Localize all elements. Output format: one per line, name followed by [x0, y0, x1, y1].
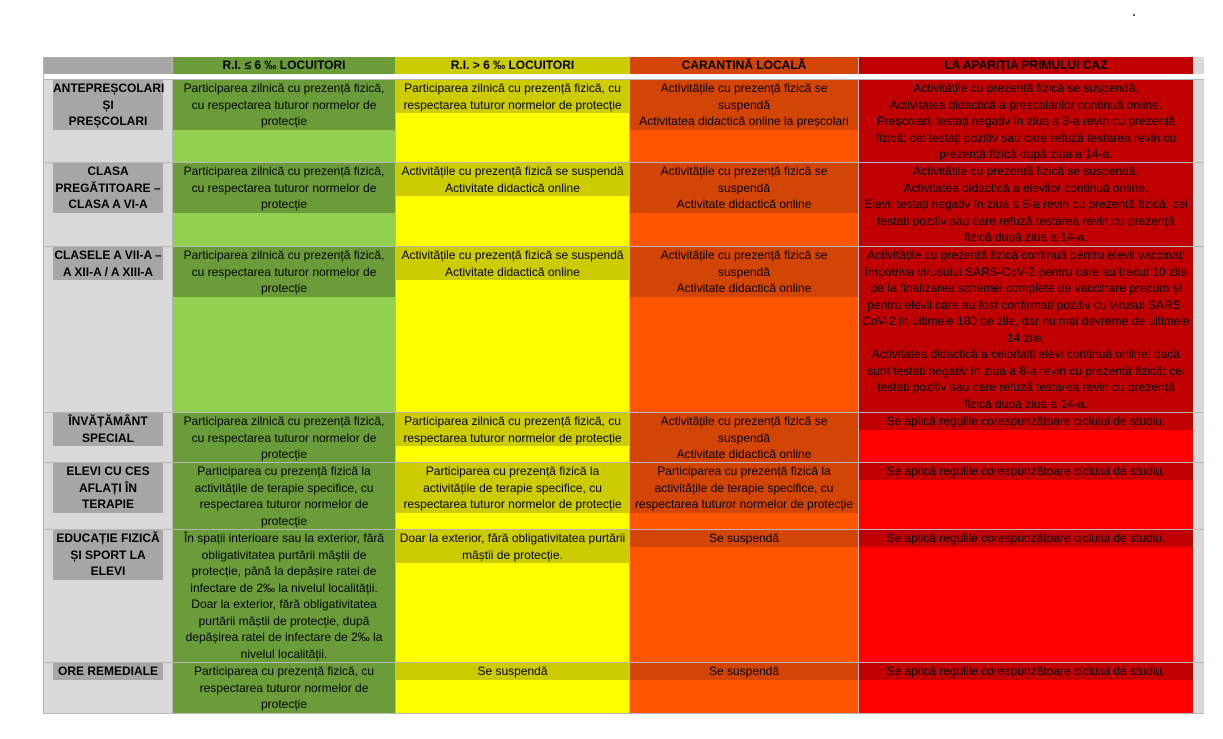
category-label: ORE REMEDIALE: [53, 663, 163, 680]
category-cell: [44, 247, 172, 412]
header-corner: [44, 57, 172, 74]
header-level4: LA APARIȚIA PRIMULUI CAZ: [858, 57, 1193, 74]
level1-cell: Participarea zilnică cu prezență fizică, cu respectarea tuturor normelor de protecție: [172, 247, 395, 412]
row-margin: [1193, 163, 1204, 246]
category-label: ELEVI CU CES AFLAȚI ÎN TERAPIE: [53, 463, 163, 513]
category-label: EDUCAȚIE FIZICĂ ȘI SPORT LA ELEVI: [53, 530, 163, 580]
level4-cell: Se aplică regulile corespunzătoare ciclului de studiu.: [858, 663, 1193, 713]
level2-cell: Participarea cu prezență fizică la activitățile de terapie specifice, cu respectarea tuturor normelor de protecție: [395, 463, 629, 529]
header-margin: [1193, 57, 1204, 74]
row-margin: [1193, 413, 1204, 462]
level4-cell: Se aplică regulile corespunzătoare ciclului de studiu.: [858, 413, 1193, 462]
table-row: [44, 462, 1204, 529]
row-margin: [1193, 663, 1204, 713]
category-cell: [44, 413, 172, 462]
level1-cell: Participarea cu prezență fizică la activitățile de terapie specifice, cu respectarea tuturor normelor de protecție: [172, 463, 395, 529]
level3-cell: Se suspendă: [629, 530, 858, 662]
table-row: [44, 529, 1204, 662]
level1-cell: În spații interioare sau la exterior, fără obligativitatea purtării măștii de protecție, până la depășire ratei de infectare de 2‰ la nivelul localității. Doar la exterior, fără obligativitatea purtării măștii de protecție, după depășirea ratei de infectare de 2‰ la nivelul localității.: [172, 530, 395, 662]
table-row: [44, 246, 1204, 412]
level4-cell: Se aplică regulile corespunzătoare ciclului de studiu.: [858, 530, 1193, 662]
category-cell: [44, 463, 172, 529]
level2-cell: Doar la exterior, fără obligativitatea purtării măștii de protecție.: [395, 530, 629, 662]
table-row: [44, 412, 1204, 462]
table-row: [44, 662, 1204, 713]
level4-cell: Se aplică regulile corespunzătoare ciclului de studiu.: [858, 463, 1193, 529]
level2-cell: Activitățile cu prezență fizică se suspendă Activitate didactică online: [395, 247, 629, 412]
restrictions-table: [43, 57, 1204, 714]
level4-cell: Activitățile cu prezență fizică se suspendă. Activitatea didactică a elevilor continuă online. Elevii testați negativ în ziua a 8-a revin cu prezență fizică; cei testați pozitiv sau care refuză testarea revin cu prezență fizică după ziua a 14-a.: [858, 163, 1193, 246]
level4-cell: Activitățile cu prezență fizică se suspendă. Activitatea didactică a preșcolarilor continuă online. Preșcolarii testați negativ în ziua a 8-a revin cu prezență fizică; cei testați pozitiv sau care refuză testarea revin cu prezență fizică după ziua a 14-a.: [858, 80, 1193, 162]
header-level3: CARANTINĂ LOCALĂ: [629, 57, 858, 74]
stray-dot: [1133, 14, 1135, 16]
level2-cell: Se suspendă: [395, 663, 629, 713]
category-cell: [44, 80, 172, 162]
table-row: [44, 79, 1204, 162]
level3-cell: Activitățile cu prezență fizică se suspendă Activitatea didactică online la preșcolari: [629, 80, 858, 162]
level1-cell: Participarea cu prezență fizică, cu respectarea tuturor normelor de protecție: [172, 663, 395, 713]
level1-cell: Participarea zilnică cu prezență fizică, cu respectarea tuturor normelor de protecție: [172, 163, 395, 246]
level3-cell: Activitățile cu prezență fizică se suspendă Activitate didactică online: [629, 163, 858, 246]
header-level2: R.I. > 6 ‰ LOCUITORI: [395, 57, 629, 74]
level2-cell: Activitățile cu prezență fizică se suspendă Activitate didactică online: [395, 163, 629, 246]
level3-cell: Participarea cu prezență fizică la activitățile de terapie specifice, cu respectarea tuturor normelor de protecție: [629, 463, 858, 529]
level3-cell: Activitățile cu prezență fizică se suspendă Activitate didactică online: [629, 413, 858, 462]
category-label: CLASELE A VII-A – A XII-A / A XIII-A: [54, 248, 162, 279]
category-cell: [44, 663, 172, 713]
table-row: [44, 162, 1204, 246]
header-level1: R.I. ≤ 6 ‰ LOCUITORI: [172, 57, 395, 74]
level1-cell: Participarea zilnică cu prezență fizică, cu respectarea tuturor normelor de protecție: [172, 80, 395, 162]
header-row: [44, 57, 1204, 74]
category-cell: [44, 530, 172, 662]
level2-cell: Participarea zilnică cu prezență fizică, cu respectarea tuturor normelor de protecție: [395, 80, 629, 162]
level3-cell: Se suspendă: [629, 663, 858, 713]
category-label: ANTEPREȘCOLARI ȘI PREȘCOLARI: [53, 81, 165, 128]
row-margin: [1193, 247, 1204, 412]
row-margin: [1193, 530, 1204, 662]
level2-cell: Participarea zilnică cu prezență fizică, cu respectarea tuturor normelor de protecție: [395, 413, 629, 462]
row-margin: [1193, 80, 1204, 162]
level1-cell: Participarea zilnică cu prezență fizică, cu respectarea tuturor normelor de protecție: [172, 413, 395, 462]
category-label: ÎNVĂȚĂMÂNT SPECIAL: [53, 413, 163, 446]
category-label: CLASA PREGĂTITOARE – CLASA A VI-A: [53, 163, 163, 213]
level3-cell: Activitățile cu prezență fizică se suspendă Activitate didactică online: [629, 247, 858, 412]
row-margin: [1193, 463, 1204, 529]
category-cell: [44, 163, 172, 246]
level4-cell: Activitățile cu prezență fizică continuă pentru elevii vaccinați împotriva virusului SARS-CoV-2 pentru care au trecut 10 zile de la finalizarea schemei complete de vaccinare precum și pentru elevii care au fost confirmați pozitiv cu virusul SARS-CoV-2 în ultimele 180 de zile, dar nu mai devreme de ultimele 14 zile. Activitatea didactică a celorlalți elevi continuă online; dacă sunt testați negativ în ziua a 8-a revin cu prezență fizică; cei testați pozitiv sau care refuză testarea revin cu prezență fizică după ziua a 14-a.: [858, 247, 1193, 412]
